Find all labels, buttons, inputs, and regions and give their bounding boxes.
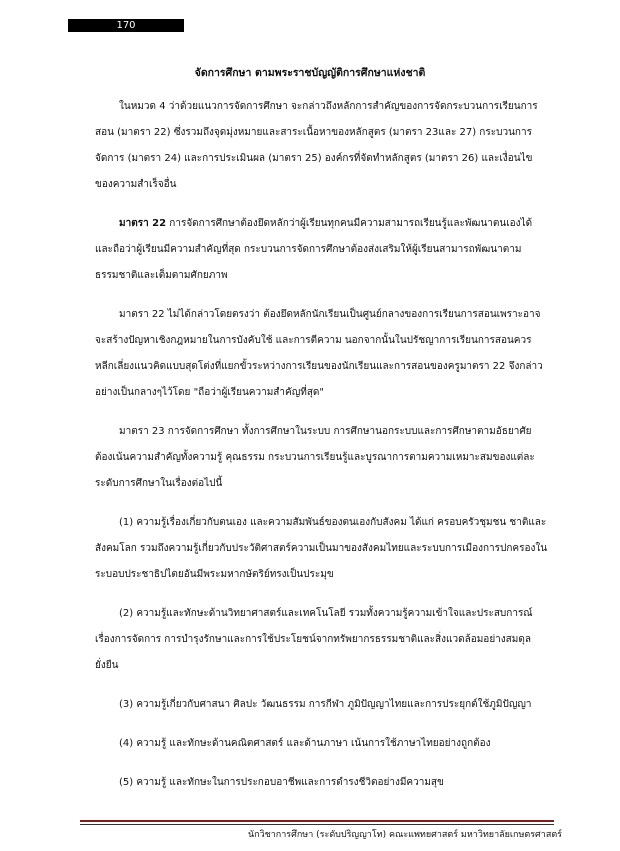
- footer-text: นักวิชาการศึกษา (ระดับปริญญาโท) คณะแพทยศาสตร์ มหาวิทยาลัยเกษตรศาสตร์: [247, 830, 562, 840]
- paragraph-section-23: มาตรา 23 การจัดการศึกษา ทั้งการศึกษาในระบบ การศึกษานอกระบบและการศึกษาตามอัธยาศัย ต้องเน้นความสำคัญทั้งความรู้ คุณธรรม กระบวนการเรียนรู้และบูรณาการตามความเหมาะสมของแต่ละระดับการศึกษาในเรื่องต่อไปนี้: [95, 426, 535, 489]
- list-item-3: (3) ความรู้เกี่ยวกับศาสนา ศิลปะ วัฒนธรรม การกีฬา ภูมิปัญญาไทยและการประยุกต์ใช้ภูมิปัญญา: [119, 699, 532, 710]
- page-number: 170: [116, 20, 136, 31]
- list-item-1: (1) ความรู้เรื่องเกี่ยวกับตนเอง และความสัมพันธ์ของตนเองกับสังคม ได้แก่ ครอบครัวชุมชน ชาติและสังคมโลก รวมถึงความรู้เกี่ยวกับประวัติศาสตร์ความเป็นมาของสังคมไทยและระบบการเมืองการปกครองในระบอบประชาธิปไตยอันมีพระมหากษัตริย์ทรงเป็นประมุข: [95, 517, 548, 580]
- paragraph-section-22: [95, 211, 550, 289]
- section-22-text: การจัดการศึกษาต้องยึดหลักว่าผู้เรียนทุกคนมีความสามารถเรียนรู้และพัฒนาตนเองได้ และถือว่าผู้เรียนมีความสำคัญที่สุด กระบวนการจัดการศึกษาต้องส่งเสริมให้ผู้เรียนสามารถพัฒนาตามธรรมชาติและเต็มตามศักยภาพ: [95, 218, 533, 281]
- list-item-4: (4) ความรู้ และทักษะด้านคณิตศาสตร์ และด้านภาษา เน้นการใช้ภาษาไทยอย่างถูกต้อง: [119, 738, 491, 749]
- document-title: จัดการศึกษา ตามพระราชบัญญัติการศึกษาแห่งชาติ: [194, 67, 426, 79]
- list-item-2: (2) ความรู้และทักษะด้านวิทยาศาสตร์และเทคโนโลยี รวมทั้งความรู้ความเข้าใจและประสบการณ์เรื่องการจัดการ การบำรุงรักษาและการใช้ประโยชน์จากทรัพยากรธรรมชาติและสิ่งแวดล้อมอย่างสมดุลยั่งยืน: [95, 608, 533, 671]
- section-22-lead: มาตรา 22: [119, 218, 167, 229]
- footer-divider-thin: [80, 824, 554, 825]
- document-body: [95, 94, 550, 809]
- page-number-bar: [68, 19, 184, 32]
- paragraph-intro: ในหมวด 4 ว่าด้วยแนวการจัดการศึกษา จะกล่าวถึงหลักการสำคัญของการจัดกระบวนการเรียนการสอน (มาตรา 22) ซึ่งรวมถึงจุดมุ่งหมายและสาระเนื้อหาของหลักสูตร (มาตรา 23และ 27) กระบวนการจัดการ (มาตรา 24) และการประเมินผล (มาตรา 25) องค์กรที่จัดทำหลักสูตร (มาตรา 26) และเงื่อนไขของความสำเร็จอื่น: [95, 101, 538, 190]
- list-item-5: (5) ความรู้ และทักษะในการประกอบอาชีพและการดำรงชีวิตอย่างมีความสุข: [119, 777, 444, 788]
- footer-divider-thick: [80, 820, 554, 822]
- paragraph-section-22-commentary: มาตรา 22 ไม่ได้กล่าวโดยตรงว่า ต้องยึดหลักนักเรียนเป็นศูนย์กลางของการเรียนการสอนเพราะอาจจะสร้างปัญหาเชิงกฎหมายในการบังคับใช้ และการตีความ นอกจากนั้นในปรัชญาการเรียนการสอนควรหลีกเลี่ยงแนวคิดแบบสุดโต่งที่แยกขั้วระหว่างการเรียนของนักเรียนและการสอนของครูมาตรา 22 จึงกล่าวอย่างเป็นกลางๆไว้โดย "ถือว่าผู้เรียนความสำคัญที่สุด": [95, 309, 543, 398]
